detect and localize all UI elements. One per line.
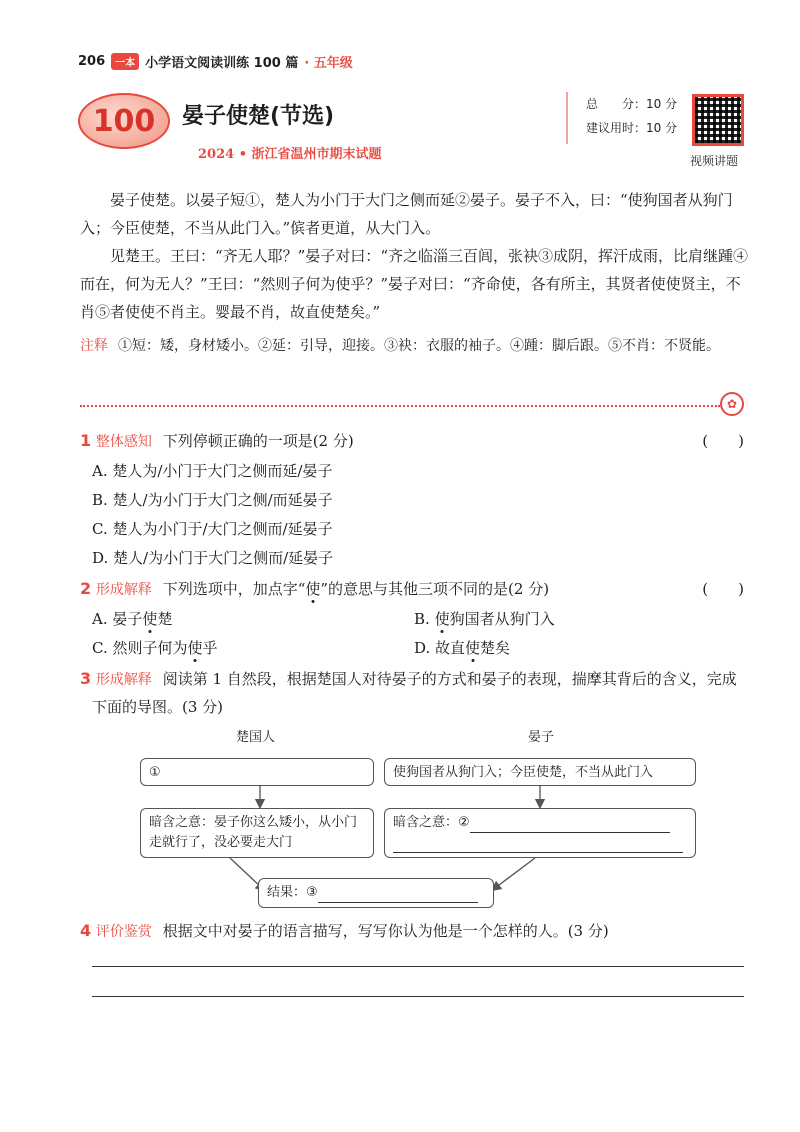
- blank-line[interactable]: [318, 902, 478, 903]
- suggested-time: 建议用时：10 分: [586, 121, 678, 135]
- dotted-char: 使: [142, 610, 158, 628]
- blank-line[interactable]: [470, 832, 670, 833]
- question-stem: 根据文中对晏子的语言描写，写写你认为他是一个怎样的人。(3 分): [162, 922, 609, 940]
- dotted-char: 使: [187, 639, 203, 657]
- article-number-badge: 100: [78, 93, 170, 149]
- option-text: 楚矣: [480, 639, 511, 657]
- option-text: C. 然则子何为: [92, 639, 188, 657]
- option-c[interactable]: C. 楚人为小门于/大门之侧而/延晏子: [92, 520, 333, 538]
- brand-badge: 一本: [111, 53, 139, 70]
- series-title: 小学语文阅读训练 100 篇: [145, 56, 299, 71]
- answer-paren[interactable]: ( ): [702, 432, 744, 450]
- option-text: 楚: [157, 610, 173, 628]
- option-text: 乎: [202, 639, 218, 657]
- question-stem-b: ”的意思与其他三项不同的是(2 分): [320, 580, 550, 598]
- grade-label: · 五年级: [304, 56, 353, 71]
- question-tag: 评价鉴赏: [95, 924, 152, 940]
- passage-paragraph: 见楚王。王曰：“齐无人耶？”晏子对曰：“齐之临淄三百闾，张袂③成阴，挥汗成雨，比肩继踵④而在，何为无人？”王曰：“然则子何为使乎？”晏子对曰：“齐命使，各有所主，其贤者使使贤主，不肖⑤者使使不肖主。婴最不肖，故直使楚矣。”: [80, 247, 749, 321]
- option-text: A. 晏子: [92, 610, 143, 628]
- box-text: 暗含之意：晏子你这么矮小，从小门走就行了，没必要走大门: [149, 815, 358, 850]
- question-stem-a: 下列选项中，加点字“: [162, 580, 306, 598]
- page-number: 206: [78, 54, 106, 69]
- arrow-right-result: [495, 858, 535, 888]
- notes-text: ①短：矮，身材矮小。②延：引导，迎接。③袂：衣服的袖子。④踵：脚后跟。⑤不肖：不贤能。: [118, 338, 720, 354]
- article-source: 2024 • 浙江省温州市期末试题: [198, 147, 382, 162]
- box-yanzi-words: [384, 758, 696, 786]
- box-text: 暗含之意：②: [393, 815, 470, 830]
- box-result[interactable]: [258, 878, 494, 908]
- column-head-chu: 楚国人: [236, 730, 276, 745]
- question-stem: 阅读第 1 自然段，根据楚国人对待晏子的方式和晏子的表现，揣摩其背后的含义，完成: [162, 670, 737, 688]
- question-tag: 形成解释: [95, 672, 152, 688]
- option-d[interactable]: D. 楚人/为小门于大门之侧而/延晏子: [92, 549, 334, 567]
- question-tag: 形成解释: [95, 582, 152, 598]
- answer-line[interactable]: [92, 996, 744, 997]
- dotted-char: 使: [434, 610, 450, 628]
- dotted-char: 使: [465, 639, 481, 657]
- column-head-yanzi: 晏子: [528, 730, 555, 745]
- option-text: B.: [414, 610, 435, 628]
- dotted-char: 使: [305, 580, 321, 598]
- box-text: 结果：③: [267, 885, 318, 900]
- box-chu-action[interactable]: [140, 758, 374, 786]
- qr-label: 视频讲题: [690, 154, 739, 168]
- question-4: [80, 920, 750, 941]
- notes-label: 注释: [80, 338, 108, 354]
- passage-paragraph: 晏子使楚。以晏子短①，楚人为小门于大门之侧而延②晏子。晏子不入，曰：“使狗国者从狗门入；今臣使楚，不当从此门入。”傧者更道，从大门入。: [80, 191, 733, 237]
- box-text: ①: [149, 765, 161, 780]
- option-text: D. 故直: [414, 639, 466, 657]
- total-score: 总 分：10 分: [586, 97, 678, 111]
- question-number: 3: [80, 669, 92, 688]
- option-b[interactable]: B. 楚人/为小门于大门之侧/而延晏子: [92, 491, 333, 509]
- box-chu-meaning: [140, 808, 374, 858]
- box-yanzi-meaning[interactable]: [384, 808, 696, 858]
- answer-line[interactable]: [92, 966, 744, 967]
- question-number: 4: [80, 921, 92, 940]
- article-title: 晏子使楚(节选): [182, 104, 335, 129]
- answer-paren[interactable]: ( ): [702, 580, 744, 598]
- question-tag: 整体感知: [95, 434, 152, 450]
- question-number: 1: [80, 431, 92, 450]
- question-3-stem-2: 下面的导图。(3 分): [92, 698, 224, 716]
- option-a[interactable]: A. 楚人为/小门于大门之侧而延/晏子: [92, 462, 333, 480]
- question-number: 2: [80, 579, 92, 598]
- flower-icon: ✿: [720, 392, 744, 416]
- option-text: 狗国者从狗门入: [449, 610, 555, 628]
- box-text: 使狗国者从狗门入；今臣使楚，不当从此门入: [393, 765, 654, 780]
- blank-line[interactable]: [393, 835, 683, 853]
- question-stem: 下列停顿正确的一项是(2 分): [162, 432, 354, 450]
